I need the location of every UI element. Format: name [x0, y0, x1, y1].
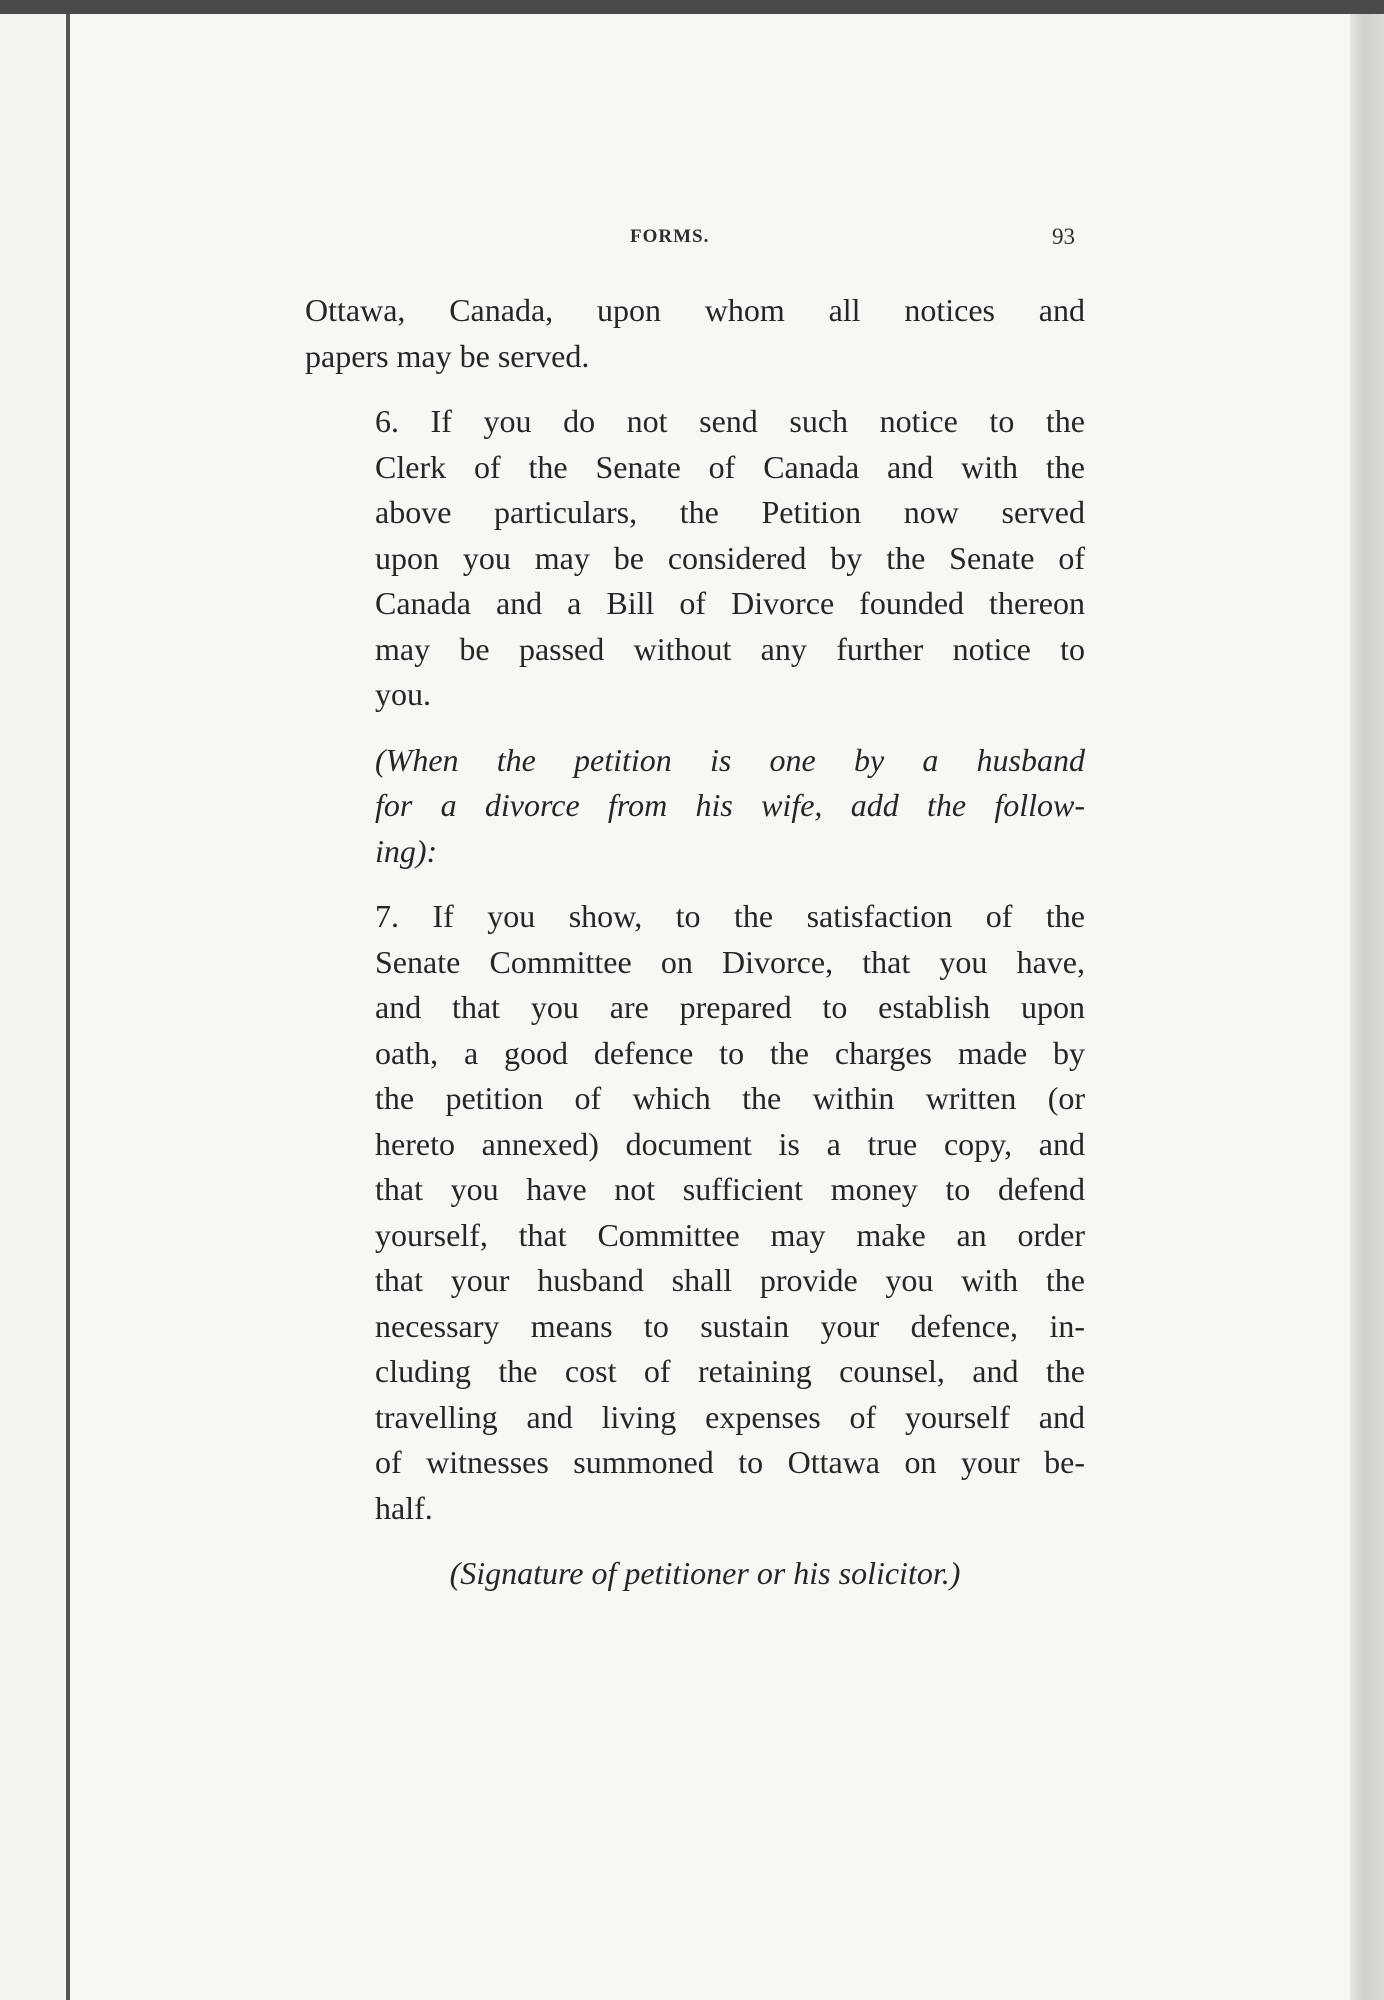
text-line: travelling and living expenses of yourself and [375, 1398, 1085, 1435]
paragraph-continuation [305, 288, 1085, 379]
page-edge-shadow [1350, 14, 1384, 2000]
text-line: oath, a good defence to the charges made by [375, 1034, 1085, 1071]
text-line: Clerk of the Senate of Canada and with the [375, 448, 1085, 485]
text-line: Ottawa, Canada, upon whom all notices and [305, 292, 1085, 328]
text-line: ing): [375, 832, 438, 869]
text-line: that you have not sufficient money to defend [375, 1171, 1085, 1207]
text-line: of witnesses summoned to Ottawa on your be- [375, 1444, 1085, 1480]
text-line: may be passed without any further notice to [375, 630, 1085, 667]
text-line: hereto annexed) document is a true copy, and [375, 1125, 1085, 1162]
signature-line: (Signature of petitioner or his solicitor.) [449, 1555, 961, 1591]
text-line: that your husband shall provide you with the [375, 1262, 1085, 1298]
text-line: the petition of which the within written (or [375, 1080, 1085, 1116]
text-line: papers may be served. [305, 337, 590, 374]
text-line: you. [375, 676, 431, 712]
text-line: Senate Committee on Divorce, that you have, [375, 943, 1085, 980]
text-line: cluding the cost of retaining counsel, and the [375, 1353, 1085, 1389]
text-line: half. [375, 1489, 433, 1526]
editorial-note [305, 738, 1085, 875]
scan-top-edge [0, 0, 1384, 14]
text-line: Canada and a Bill of Divorce founded thereon [375, 585, 1085, 621]
text-line: and that you are prepared to establish upon [375, 989, 1085, 1025]
paragraph-7 [305, 894, 1085, 1531]
running-head-title: FORMS. [630, 226, 710, 247]
text-line: upon you may be considered by the Senate of [375, 539, 1085, 576]
text-line: for a divorce from his wife, add the follow- [375, 787, 1085, 823]
running-head [300, 226, 1075, 256]
paragraph-6 [305, 399, 1085, 718]
page-number: 93 [1052, 224, 1075, 249]
body-text [305, 288, 1085, 1617]
text-line: 7. If you show, to the satisfaction of the [375, 898, 1085, 934]
facing-page-margin [0, 14, 66, 2000]
text-line: 6. If you do not send such notice to the [375, 403, 1085, 439]
text-line: necessary means to sustain your defence, in- [375, 1307, 1085, 1344]
text-line: yourself, that Committee may make an order [375, 1216, 1085, 1253]
text-line: (When the petition is one by a husband [375, 741, 1085, 778]
text-line: above particulars, the Petition now served [375, 494, 1085, 530]
